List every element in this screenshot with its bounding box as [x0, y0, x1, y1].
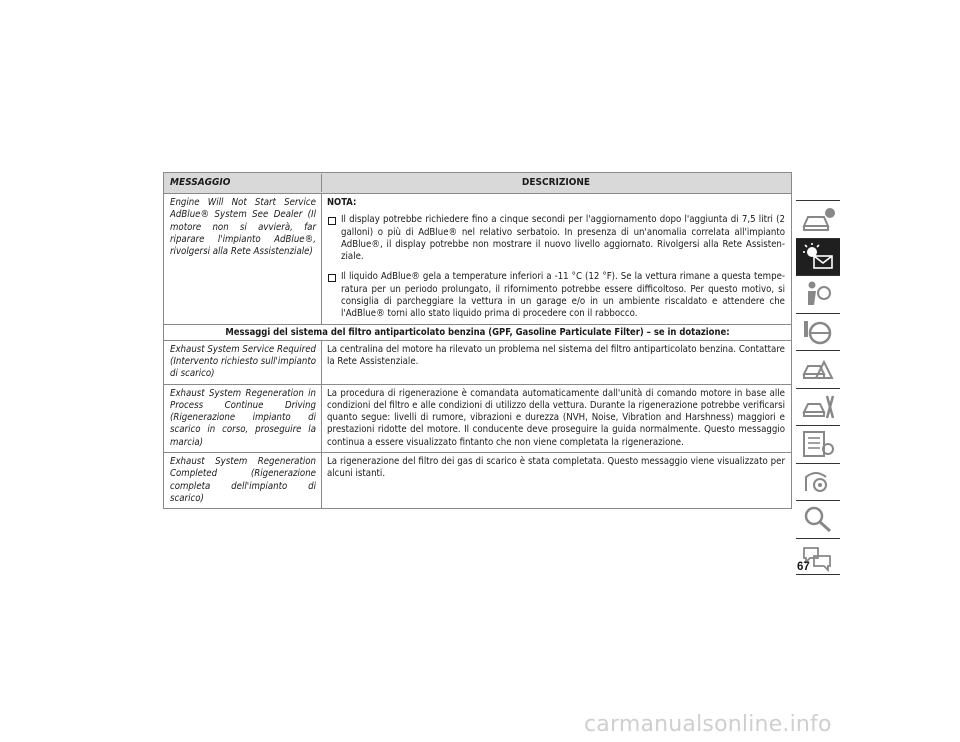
- tab-safety[interactable]: [796, 275, 840, 313]
- section-title: Messaggi del sistema del filtro antiparticolato benzina (GPF, Gasoline Particulate Filter) – se in dotazione:: [164, 324, 791, 340]
- airbag-safety-icon: [800, 279, 836, 309]
- message-table: [163, 172, 792, 509]
- note-bullet-text: Il display potrebbe richiedere fino a cinque secondi per l'aggiornamento dopo l'aggiunta di 7,5 litri (2 galloni) o più di AdBlue® nel relativo serbatoio. In presenza di un'anomalia correlata all'impianto AdBlue®, il display potrebbe non mostrare il nuovo livello aggiornato. Rivolgersi alla Rete Assisten-ziale.: [341, 214, 785, 263]
- tab-car-info[interactable]: [796, 200, 840, 238]
- car-tools-icon: [800, 392, 836, 422]
- car-warning-triangle-icon: [800, 354, 836, 384]
- note-bullet-text: Il liquido AdBlue® gela a temperature inferiori a -11 °C (12 °F). Se la vettura rimane a questa tempe-ratura per un periodo prolungato, il rifornimento potrebbe essere difficoltoso. Per questo motivo, si consiglia di parcheggiare la vettura in un garage e/o in un ambiente riscaldato e attendere che l'AdBlue® torni allo stato liquido prima di procedere con il rabbocco.: [341, 271, 785, 320]
- tab-index[interactable]: [796, 500, 840, 538]
- table-row: [164, 452, 791, 508]
- note-bullet: [327, 271, 785, 320]
- message-cell: Engine Will Not Start Service AdBlue® System See Dealer (Il motore non si avvierà, far riparare l'impianto AdBlue®, rivolgersi alla Rete Assistenziale): [164, 194, 322, 324]
- table-row: [164, 193, 791, 324]
- col-header-message: MESSAGGIO: [164, 174, 322, 192]
- message-cell: Exhaust System Service Required (Intervento richiesto sull'impianto di scarico): [164, 341, 322, 384]
- square-bullet-icon: [328, 217, 336, 225]
- tab-specifications[interactable]: [796, 425, 840, 463]
- message-cell: Exhaust System Regeneration in Process Continue Driving (Rigenerazione impianto di scarico in corso, proseguire la marcia): [164, 385, 322, 452]
- chapter-tabs: [796, 200, 840, 575]
- tab-warning-lights[interactable]: [796, 238, 840, 276]
- nota-label: NOTA:: [327, 197, 357, 208]
- search-index-icon: [800, 504, 836, 534]
- description-cell: La centralina del motore ha rilevato un problema nel sistema del filtro antiparticolato benzina. Contattare la Rete Assistenziale.: [327, 343, 785, 367]
- warning-light-message-icon: [800, 242, 836, 272]
- watermark: carmanualsonline.info: [584, 712, 832, 737]
- message-cell: Exhaust System Regeneration Completed (Rigenerazione completa dell'impianto di scarico): [164, 453, 322, 508]
- tab-multimedia[interactable]: [796, 463, 840, 501]
- col-header-description: DESCRIZIONE: [521, 176, 591, 188]
- steering-wheel-icon: [800, 317, 836, 347]
- page-number: 67: [797, 561, 810, 573]
- note-bullet: [327, 214, 785, 263]
- table-row: [164, 340, 791, 384]
- tab-emergency[interactable]: [796, 350, 840, 388]
- description-cell: La rigenerazione del filtro dei gas di scarico è stata completata. Questo messaggio viene visualizzato per alcuni istanti.: [327, 456, 785, 480]
- tab-driving[interactable]: [796, 313, 840, 351]
- table-row: [164, 384, 791, 452]
- description-cell: [322, 194, 791, 324]
- description-cell: La procedura di rigenerazione è comandata automaticamente dall'unità di comando motore in base alle condizioni del filtro e alle condizioni di utilizzo della vettura. Durante la rigenerazione potrebbe verificarsi quanto segue: livelli di rumore, vibrazioni e durezza (NVH, Noise, Vibration and Harshness) maggiori e prestazioni ridotte del motore. Il conducente deve proseguire la guida normalmente. Questo messaggio continua a essere visualizzato fintanto che non viene completata la rigenerazione.: [327, 387, 785, 448]
- table-header: [164, 173, 791, 193]
- spec-list-icon: [800, 429, 836, 459]
- multimedia-icon: [800, 467, 836, 497]
- tab-maintenance[interactable]: [796, 388, 840, 426]
- square-bullet-icon: [328, 274, 336, 282]
- car-info-icon: [800, 204, 836, 234]
